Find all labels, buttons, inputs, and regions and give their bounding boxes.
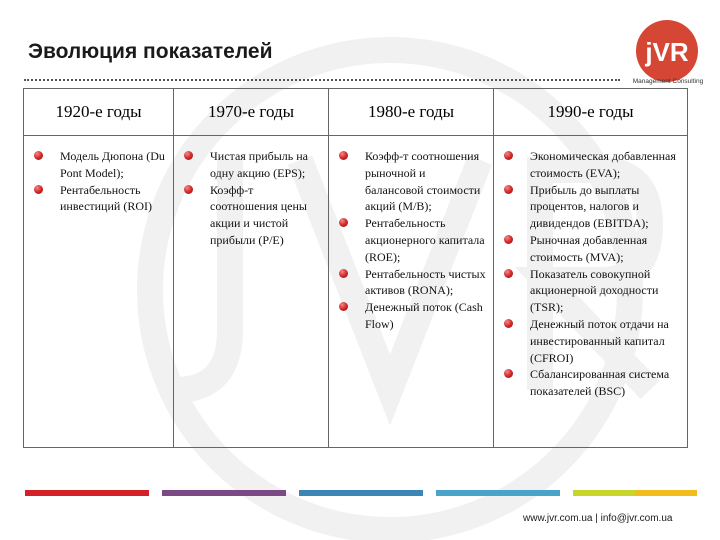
color-stripe-6 [635,490,697,496]
list-item-text: Рентабельность инвестиций (ROI) [60,182,152,214]
list-item-text: Рентабельность чистых активов (RONA); [365,266,486,298]
footer-contacts: www.jvr.com.ua | info@jvr.com.ua [523,513,673,524]
bullet-icon [34,151,43,160]
bullet-icon [504,235,513,244]
bullet-icon [504,319,513,328]
list-item [184,182,322,249]
list-item-text: Рыночная добавленная стоимость (MVA); [530,232,648,264]
list-item-text: Экономическая добавленная стоимость (EVA); [530,149,676,180]
bullet-icon [339,269,348,278]
title-divider [24,79,620,81]
column-1970s [174,136,329,448]
list-item [339,148,487,215]
bullet-icon [339,218,348,227]
list-item [184,148,322,182]
list-item [504,316,681,366]
bullet-icon [34,185,43,194]
bullet-icon [504,369,513,378]
list-item-text: Сбалансированная система показателей (BSC) [530,367,670,399]
list-item [339,299,487,333]
column-1980s [329,136,494,448]
bullet-icon [504,185,513,194]
list-item [34,182,167,216]
content-row [24,136,688,448]
bullet-icon [504,151,513,160]
column-1920s [24,136,174,448]
column-header: 1970-е годы [174,89,329,136]
bullet-icon [184,151,193,160]
list-item [339,266,487,300]
list-item [504,266,681,316]
list-item [504,366,681,400]
bullet-icon [339,151,348,160]
slide-title: Эволюция показателей [28,40,273,63]
list-item-text: Рентабельность акционерного капитала (ROE); [365,216,485,264]
column-header: 1920-е годы [24,89,174,136]
color-stripe-1 [25,490,149,496]
header-row [24,89,688,136]
column-header: 1980-е годы [329,89,494,136]
column-1990s [494,136,688,448]
color-stripe-2 [162,490,286,496]
list-item [339,215,487,265]
logo-subtitle: Management Consulting [632,78,704,85]
list-item [504,232,681,266]
list-item-text: Модель Дюпона (Du Pont Model); [60,149,165,180]
logo-mark: jVR [645,37,689,67]
list-item [504,182,681,232]
list-item [504,148,681,182]
list-item-text: Чистая прибыль на одну акцию (EPS); [210,149,309,180]
color-stripe-5 [573,490,635,496]
bullet-icon [504,269,513,278]
list-item [34,148,167,182]
list-item-text: Коэфф-т соотношения рыночной и балансовой стоимости акций (M/B); [365,149,481,214]
bullet-icon [184,185,193,194]
list-item-text: Денежный поток отдачи на инвестированный капитал (CFROI) [530,316,669,365]
color-stripe-3 [299,490,423,496]
jvr-logo-icon [628,18,706,84]
list-item-text: Показатель совокупной акционерной доходности (TSR); [530,266,659,315]
list-item-text: Прибыль до выплаты процентов, налогов и дивидендов (EBITDA); [530,182,649,231]
column-header: 1990-е годы [494,89,688,136]
color-stripe-bar [25,490,697,496]
list-item-text: Коэфф-т соотношения цены акции и чистой прибыли (P/E) [210,182,307,247]
evolution-table [23,88,688,448]
list-item-text: Денежный поток (Cash Flow) [365,300,483,331]
color-stripe-4 [436,490,560,496]
bullet-icon [339,302,348,311]
